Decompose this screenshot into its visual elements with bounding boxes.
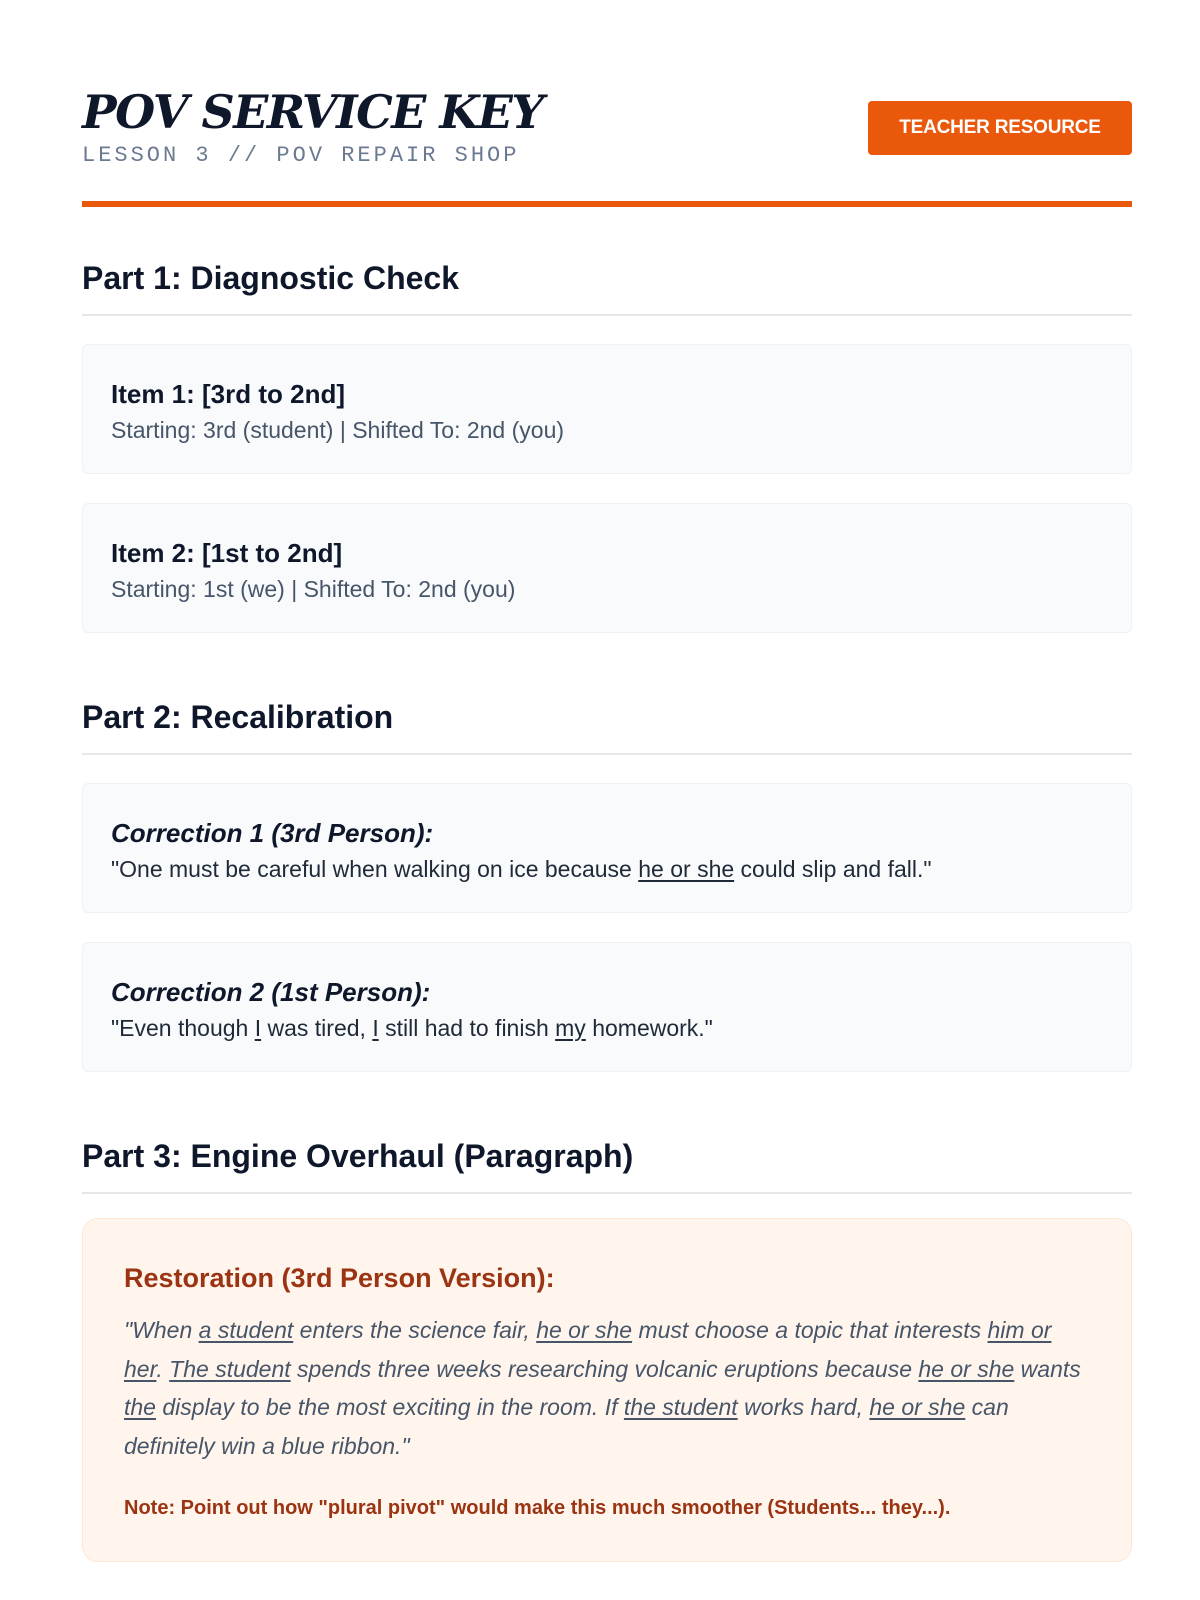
paragraph-text: enters the science fair, (293, 1317, 537, 1343)
diagnostic-item-1 (82, 344, 1132, 474)
diagnostic-item-2 (82, 503, 1132, 633)
part3-title: Part 3: Engine Overhaul (Paragraph) (82, 1138, 634, 1174)
part3-divider (82, 1192, 1132, 1194)
paragraph-text: "When (124, 1317, 199, 1343)
restoration-heading: Restoration (3rd Person Version): (124, 1263, 555, 1293)
correction-2 (82, 942, 1132, 1072)
part1-divider (82, 314, 1132, 316)
paragraph-text: can definitely win a blue ribbon." (124, 1394, 1009, 1459)
pronoun-underlined: a student (198, 1317, 294, 1343)
part2-divider (82, 753, 1132, 755)
document-container (82, 0, 1132, 1519)
pronoun-underlined: my (555, 1015, 586, 1041)
correction-heading: Correction 1 (3rd Person): (111, 818, 434, 848)
pronoun-underlined: the (124, 1394, 156, 1420)
correction-heading: Correction 2 (1st Person): (111, 977, 431, 1007)
part2-section (82, 697, 393, 737)
pronoun-underlined: he or she (638, 856, 735, 882)
correction-1 (82, 783, 1132, 913)
sentence-text: homework." (585, 1015, 713, 1041)
correction-sentence (111, 1013, 713, 1043)
pronoun-underlined: him or her (124, 1317, 1052, 1382)
pronoun-underlined: he or she (536, 1317, 633, 1343)
sentence-text: "One must be careful when walking on ice because (111, 856, 639, 882)
sentence-text: was tired, (261, 1015, 373, 1041)
paragraph-text: wants (1014, 1355, 1081, 1382)
part3-section (82, 1136, 633, 1176)
paragraph-text: must choose a topic that interests (632, 1317, 988, 1343)
part1-section (82, 258, 459, 298)
sentence-text: "Even though (111, 1015, 255, 1041)
pronoun-underlined: the student (623, 1394, 738, 1420)
part2-title: Part 2: Recalibration (82, 699, 394, 735)
pronoun-underlined: I (372, 1015, 379, 1041)
teacher-resource-badge: TEACHER RESOURCE (868, 101, 1132, 155)
page-title: POV SERVICE KEY (82, 85, 543, 139)
sentence-text: could slip and fall." (734, 856, 932, 882)
part1-title: Part 1: Diagnostic Check (82, 260, 459, 296)
restoration-box (82, 1218, 1132, 1562)
restoration-paragraph (124, 1311, 1084, 1465)
teacher-note: Note: Point out how "plural pivot" would make this much smoother (Students... they...). (124, 1497, 951, 1519)
pronoun-underlined: he or she (918, 1355, 1015, 1382)
item-heading: Item 1: [3rd to 2nd] (111, 379, 346, 409)
sentence-text: still had to finish (378, 1015, 556, 1041)
header (82, 0, 1132, 208)
pronoun-underlined: I (254, 1015, 262, 1041)
paragraph-text: works hard, (737, 1394, 870, 1420)
item-detail: Starting: 3rd (student) | Shifted To: 2nd (you) (111, 417, 565, 443)
pronoun-underlined: he or she (869, 1394, 966, 1420)
page-subtitle: LESSON 3 // POV REPAIR SHOP (82, 143, 520, 168)
correction-sentence (111, 854, 932, 884)
item-heading: Item 2: [1st to 2nd] (111, 538, 343, 568)
item-detail: Starting: 1st (we) | Shifted To: 2nd (you) (111, 576, 516, 602)
paragraph-text: display to be the most exciting in the room. If (155, 1394, 624, 1420)
pronoun-underlined: The student (169, 1355, 291, 1382)
paragraph-text: spends three weeks researching volcanic eruptions because (290, 1355, 919, 1382)
header-divider (82, 201, 1132, 207)
paragraph-text: . (156, 1355, 170, 1382)
